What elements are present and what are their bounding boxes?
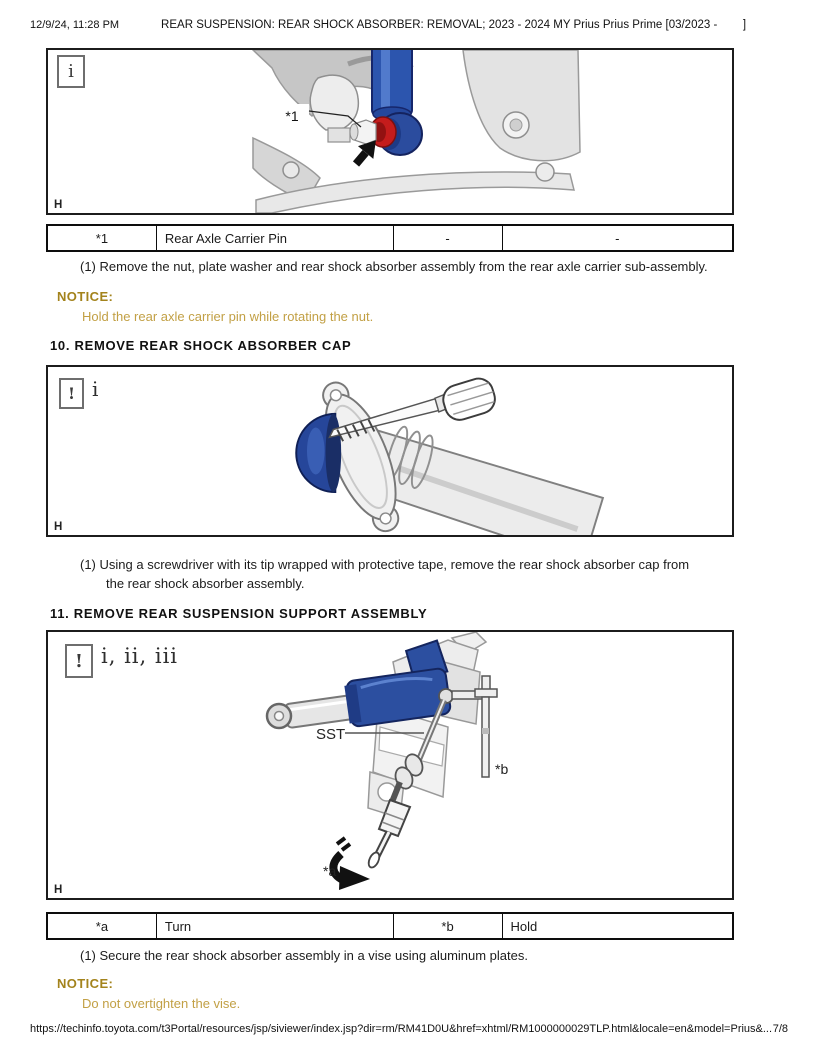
step10-paragraph <box>80 555 756 593</box>
caution-icon-glyph: ! <box>75 650 83 672</box>
caution-icon <box>65 644 93 678</box>
step10-paragraph-line1: (1) Using a screwdriver with its tip wrapped with protective tape, remove the rear shock absorber cap from <box>80 557 690 572</box>
table-cell-key-a: *a <box>47 913 156 939</box>
step11-paragraph: (1) Secure the rear shock absorber assembly in a vise using aluminum plates. <box>80 948 528 963</box>
print-header <box>30 19 788 31</box>
info-icon: i <box>92 377 99 401</box>
callout-1-text: *1 <box>285 108 299 124</box>
step10-heading: 10. REMOVE REAR SHOCK ABSORBER CAP <box>50 338 352 353</box>
table-cell-value-a: Turn <box>156 913 393 939</box>
parts-table-step11 <box>46 912 734 940</box>
step9-paragraph: (1) Remove the nut, plate washer and rear shock absorber assembly from the rear axle carrier sub-assembly. <box>80 259 708 274</box>
vise-figure-svg <box>48 632 732 898</box>
steps-roman-icon: i, ii, iii <box>101 644 178 668</box>
sst-label-text: SST <box>316 726 346 743</box>
caution-icon-glyph: ! <box>67 384 76 403</box>
caution-icon <box>59 378 84 409</box>
document-title: REAR SUSPENSION: REAR SHOCK ABSORBER: REMOVAL; 2023 - 2024 MY Prius Prius Prime [03/2023 - ] <box>161 19 747 31</box>
print-footer <box>30 1023 788 1035</box>
info-icon <box>57 55 85 88</box>
print-datetime: 12/9/24, 11:28 PM <box>30 19 120 31</box>
figure-corner-label: H <box>54 199 63 211</box>
table-cell-value-b: Hold <box>502 913 733 939</box>
table-row <box>47 225 733 251</box>
figure-corner-label: H <box>54 884 63 896</box>
notice-label: NOTICE: <box>57 976 114 991</box>
turn-arrow-icon <box>333 838 370 890</box>
notice-text: Do not overtighten the vise. <box>82 996 241 1011</box>
figure-step11 <box>46 630 734 900</box>
table-cell-value2: - <box>502 225 733 251</box>
figure-step9 <box>46 48 734 215</box>
table-cell-key-b: *b <box>393 913 502 939</box>
footer-url: https://techinfo.toyota.com/t3Portal/resources/jsp/siviewer/index.jsp?dir=rm/RM41D0U&href=xhtml/RM1000000029TLP.html&locale=en&model=Prius&... <box>30 1023 773 1035</box>
notice-text: Hold the rear axle carrier pin while rotating the nut. <box>82 309 374 324</box>
table-cell-key1: *1 <box>47 225 156 251</box>
axle-carrier-figure-svg <box>48 50 732 213</box>
table-cell-key2: - <box>393 225 502 251</box>
notice-label: NOTICE: <box>57 289 114 304</box>
callout-b-text: *b <box>495 761 509 777</box>
figure-corner-label: H <box>54 521 63 533</box>
step10-paragraph-line2: the rear shock absorber assembly. <box>106 576 305 591</box>
step11-heading: 11. REMOVE REAR SUSPENSION SUPPORT ASSEMBLY <box>50 606 428 621</box>
parts-table-step9 <box>46 224 734 252</box>
shock-cap-figure-svg <box>48 367 732 535</box>
footer-page-number: 7/8 <box>772 1023 788 1035</box>
info-icon-glyph: i <box>68 61 74 82</box>
figure-step10 <box>46 365 734 537</box>
callout-a-text: *a <box>323 863 337 879</box>
table-row <box>47 913 733 939</box>
table-cell-value1: Rear Axle Carrier Pin <box>156 225 393 251</box>
